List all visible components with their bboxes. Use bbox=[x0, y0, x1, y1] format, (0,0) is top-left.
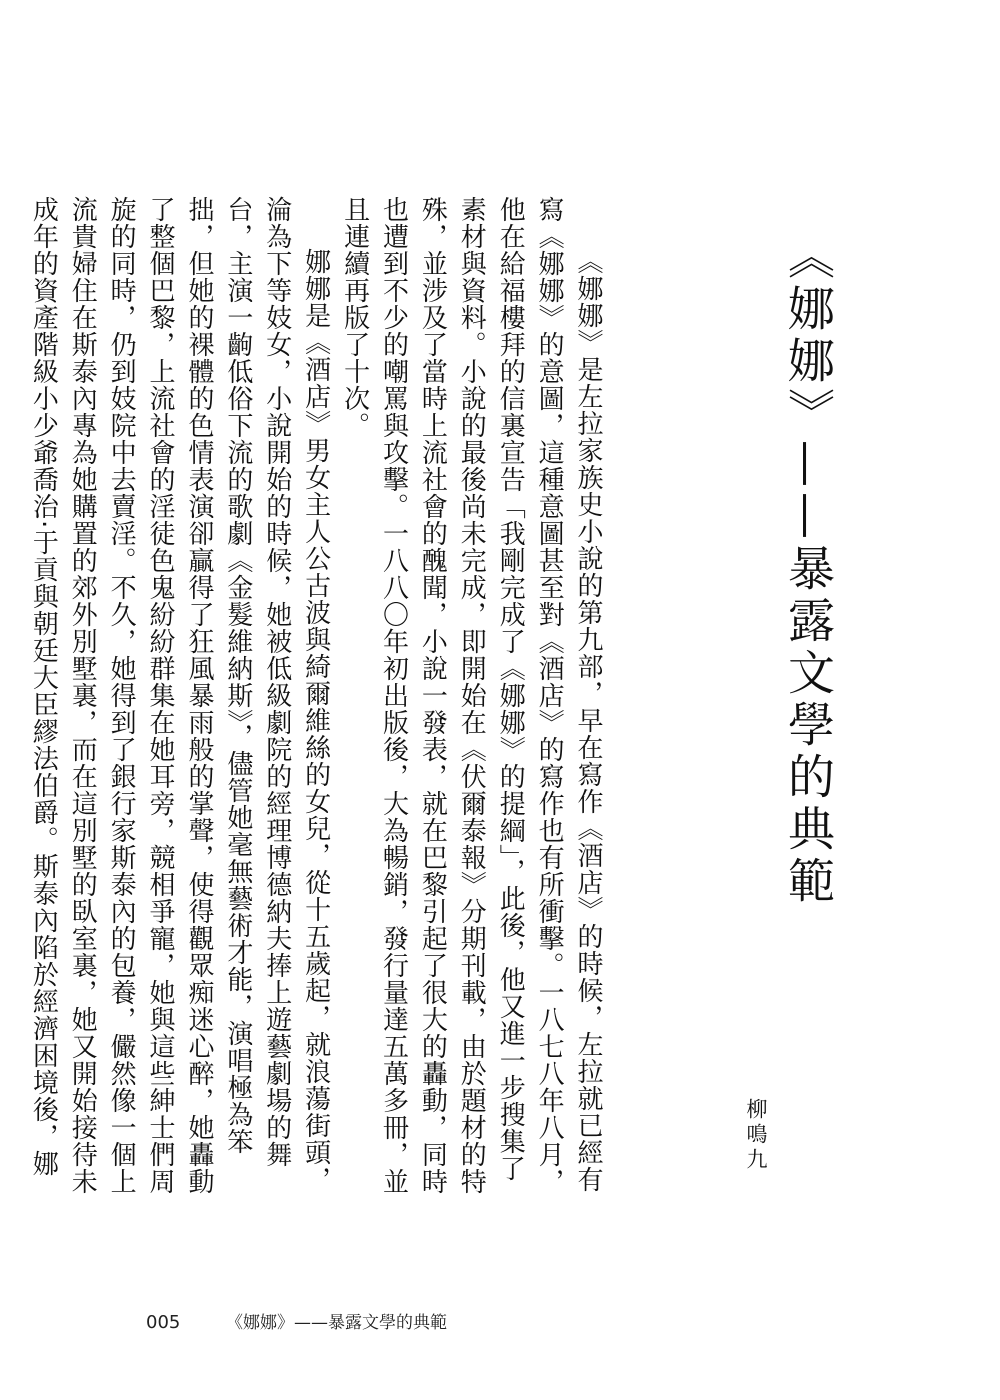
article-body bbox=[28, 196, 607, 1206]
article-title: 《娜娜》——暴露文學的典範 bbox=[780, 232, 835, 908]
paragraph-2: 娜娜是《酒店》男女主人公古波與綺爾維絲的女兒，從十五歲起，就浪蕩街頭，淪為下等妓女，小說開始的時候，她被低級劇院的經理博德納夫捧上遊藝劇場的舞台，主演一齣低俗下流的歌劇《金髮維納斯》，儘管她毫無藝術才能，演唱極為笨拙，但她的裸體的色情表演卻贏得了狂風暴雨般的掌聲，使得觀眾痴迷心醉，她轟動了整個巴黎，上流社會的淫徒色鬼紛紛群集在她耳旁，競相爭寵，她與這些紳士們周旋的同時，仍到妓院中去賣淫。不久，她得到了銀行家斯泰內的包養，儼然像一個上流貴婦住在斯泰內專為她購置的郊外別墅裏，而在這別墅的臥室裏，她又開始接待未成年的資產階級小少爺喬治·于貢與朝廷大臣繆法伯爵。斯泰內陷於經濟困境後，娜 bbox=[28, 196, 331, 1195]
author-name: 柳鳴九 bbox=[744, 1098, 768, 1173]
page-number: 005 bbox=[146, 1312, 181, 1333]
running-title: 《娜娜》——暴露文學的典範 bbox=[226, 1313, 447, 1333]
page-footer bbox=[146, 1308, 447, 1338]
paragraph-1: 《娜娜》是左拉家族史小說的第九部，早在寫作《酒店》的時候，左拉就已經有寫《娜娜》的意圖，這種意圖甚至對《酒店》的寫作也有所衝擊。一八七八年八月，他在給福樓拜的信裏宣告「我剛完成了《娜娜》的提綱」，此後，他又進一步搜集了素材與資料。小說的最後尚未完成，即開始在《伏爾泰報》分期刊載，由於題材的特殊，並涉及了當時上流社會的醜聞，小說一發表，就在巴黎引起了很大的轟動，同時也遭到不少的嘲罵與攻擊。一八八〇年初出版後，大為暢銷，發行量達五萬多冊，並且連續再版了十次。 bbox=[339, 196, 603, 1195]
